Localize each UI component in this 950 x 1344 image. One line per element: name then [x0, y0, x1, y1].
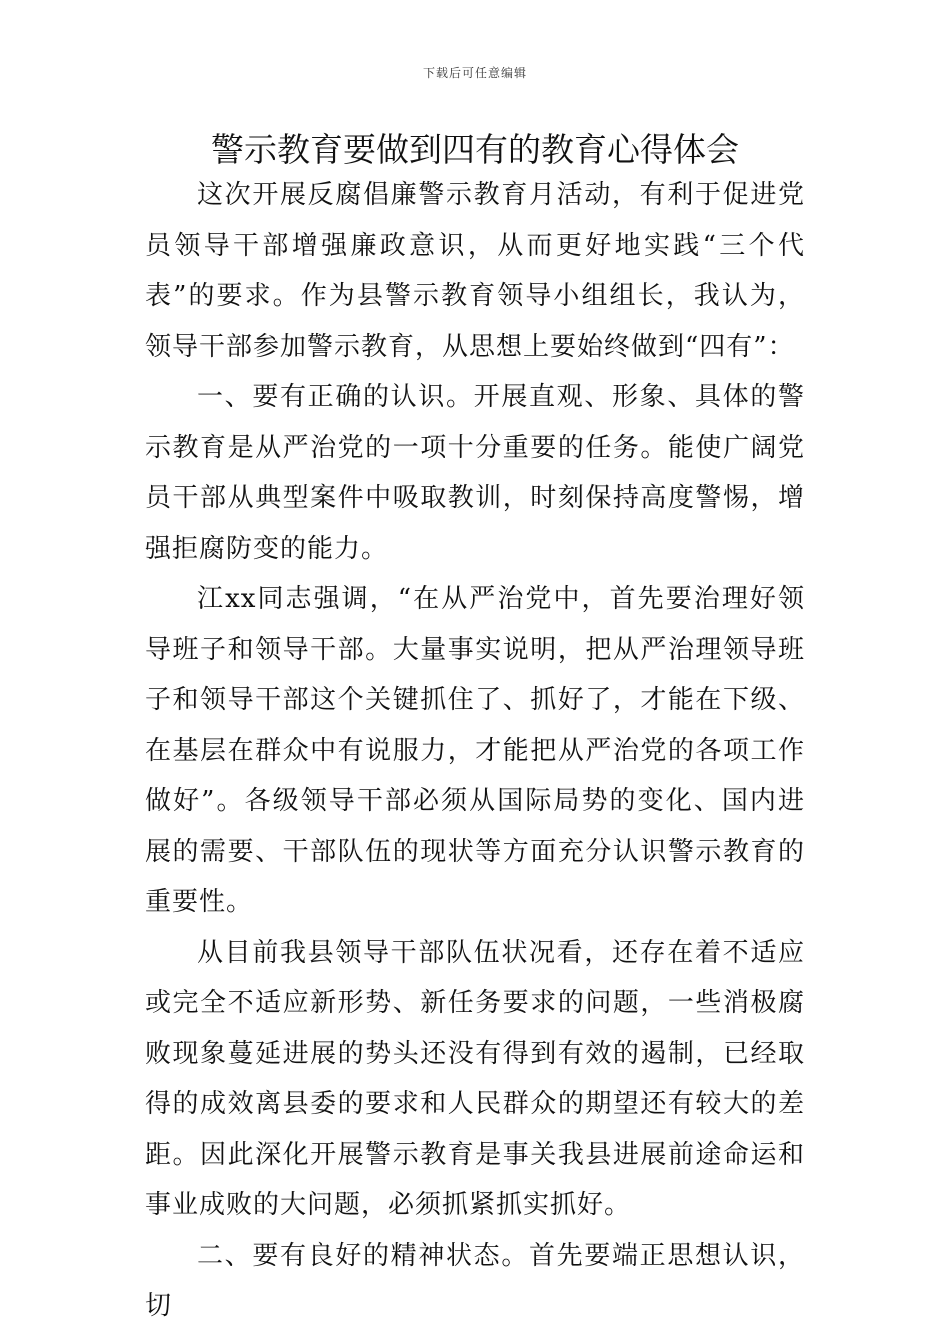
document-title: 警示教育要做到四有的教育心得体会 — [211, 130, 739, 169]
document-body — [145, 170, 805, 1332]
paragraph-intro: 这次开展反腐倡廉警示教育月活动，有利于促进党员领导干部增强廉政意识，从而更好地实践“三个代表”的要求。作为县警示教育领导小组组长，我认为，领导干部参加警示教育，从思想上要始终做到“四有”： — [145, 180, 805, 362]
paragraph-quote: 江xx同志强调，“在从严治党中，首先要治理好领导班子和领导干部。大量事实说明，把从严治理领导班子和领导干部这个关键抓住了、抓好了，才能在下级、在基层在群众中有说服力，才能把从严治党的各项工作做好”。各级领导干部必须从国际局势的变化、国内进展的需要、干部队伍的现状等方面充分认识警示教育的重要性。 — [145, 584, 805, 917]
paragraph-point-two: 二、要有良好的精神状态。首先要端正思想认识，切 — [145, 1240, 805, 1321]
paragraph-current-situation: 从目前我县领导干部队伍状况看，还存在着不适应或完全不适应新形势、新任务要求的问题，一些消极腐败现象蔓延进展的势头还没有得到有效的遏制，已经取得的成效离县委的要求和人民群众的期望还有较大的差距。因此深化开展警示教育是事关我县进展前途命运和事业成败的大问题，必须抓紧抓实抓好。 — [145, 937, 805, 1220]
paragraph-point-one: 一、要有正确的认识。开展直观、形象、具体的警示教育是从严治党的一项十分重要的任务。能使广阔党员干部从典型案件中吸取教训，时刻保持高度警惕，增强拒腐防变的能力。 — [145, 382, 805, 564]
header-note: 下载后可任意编辑 — [422, 66, 527, 80]
